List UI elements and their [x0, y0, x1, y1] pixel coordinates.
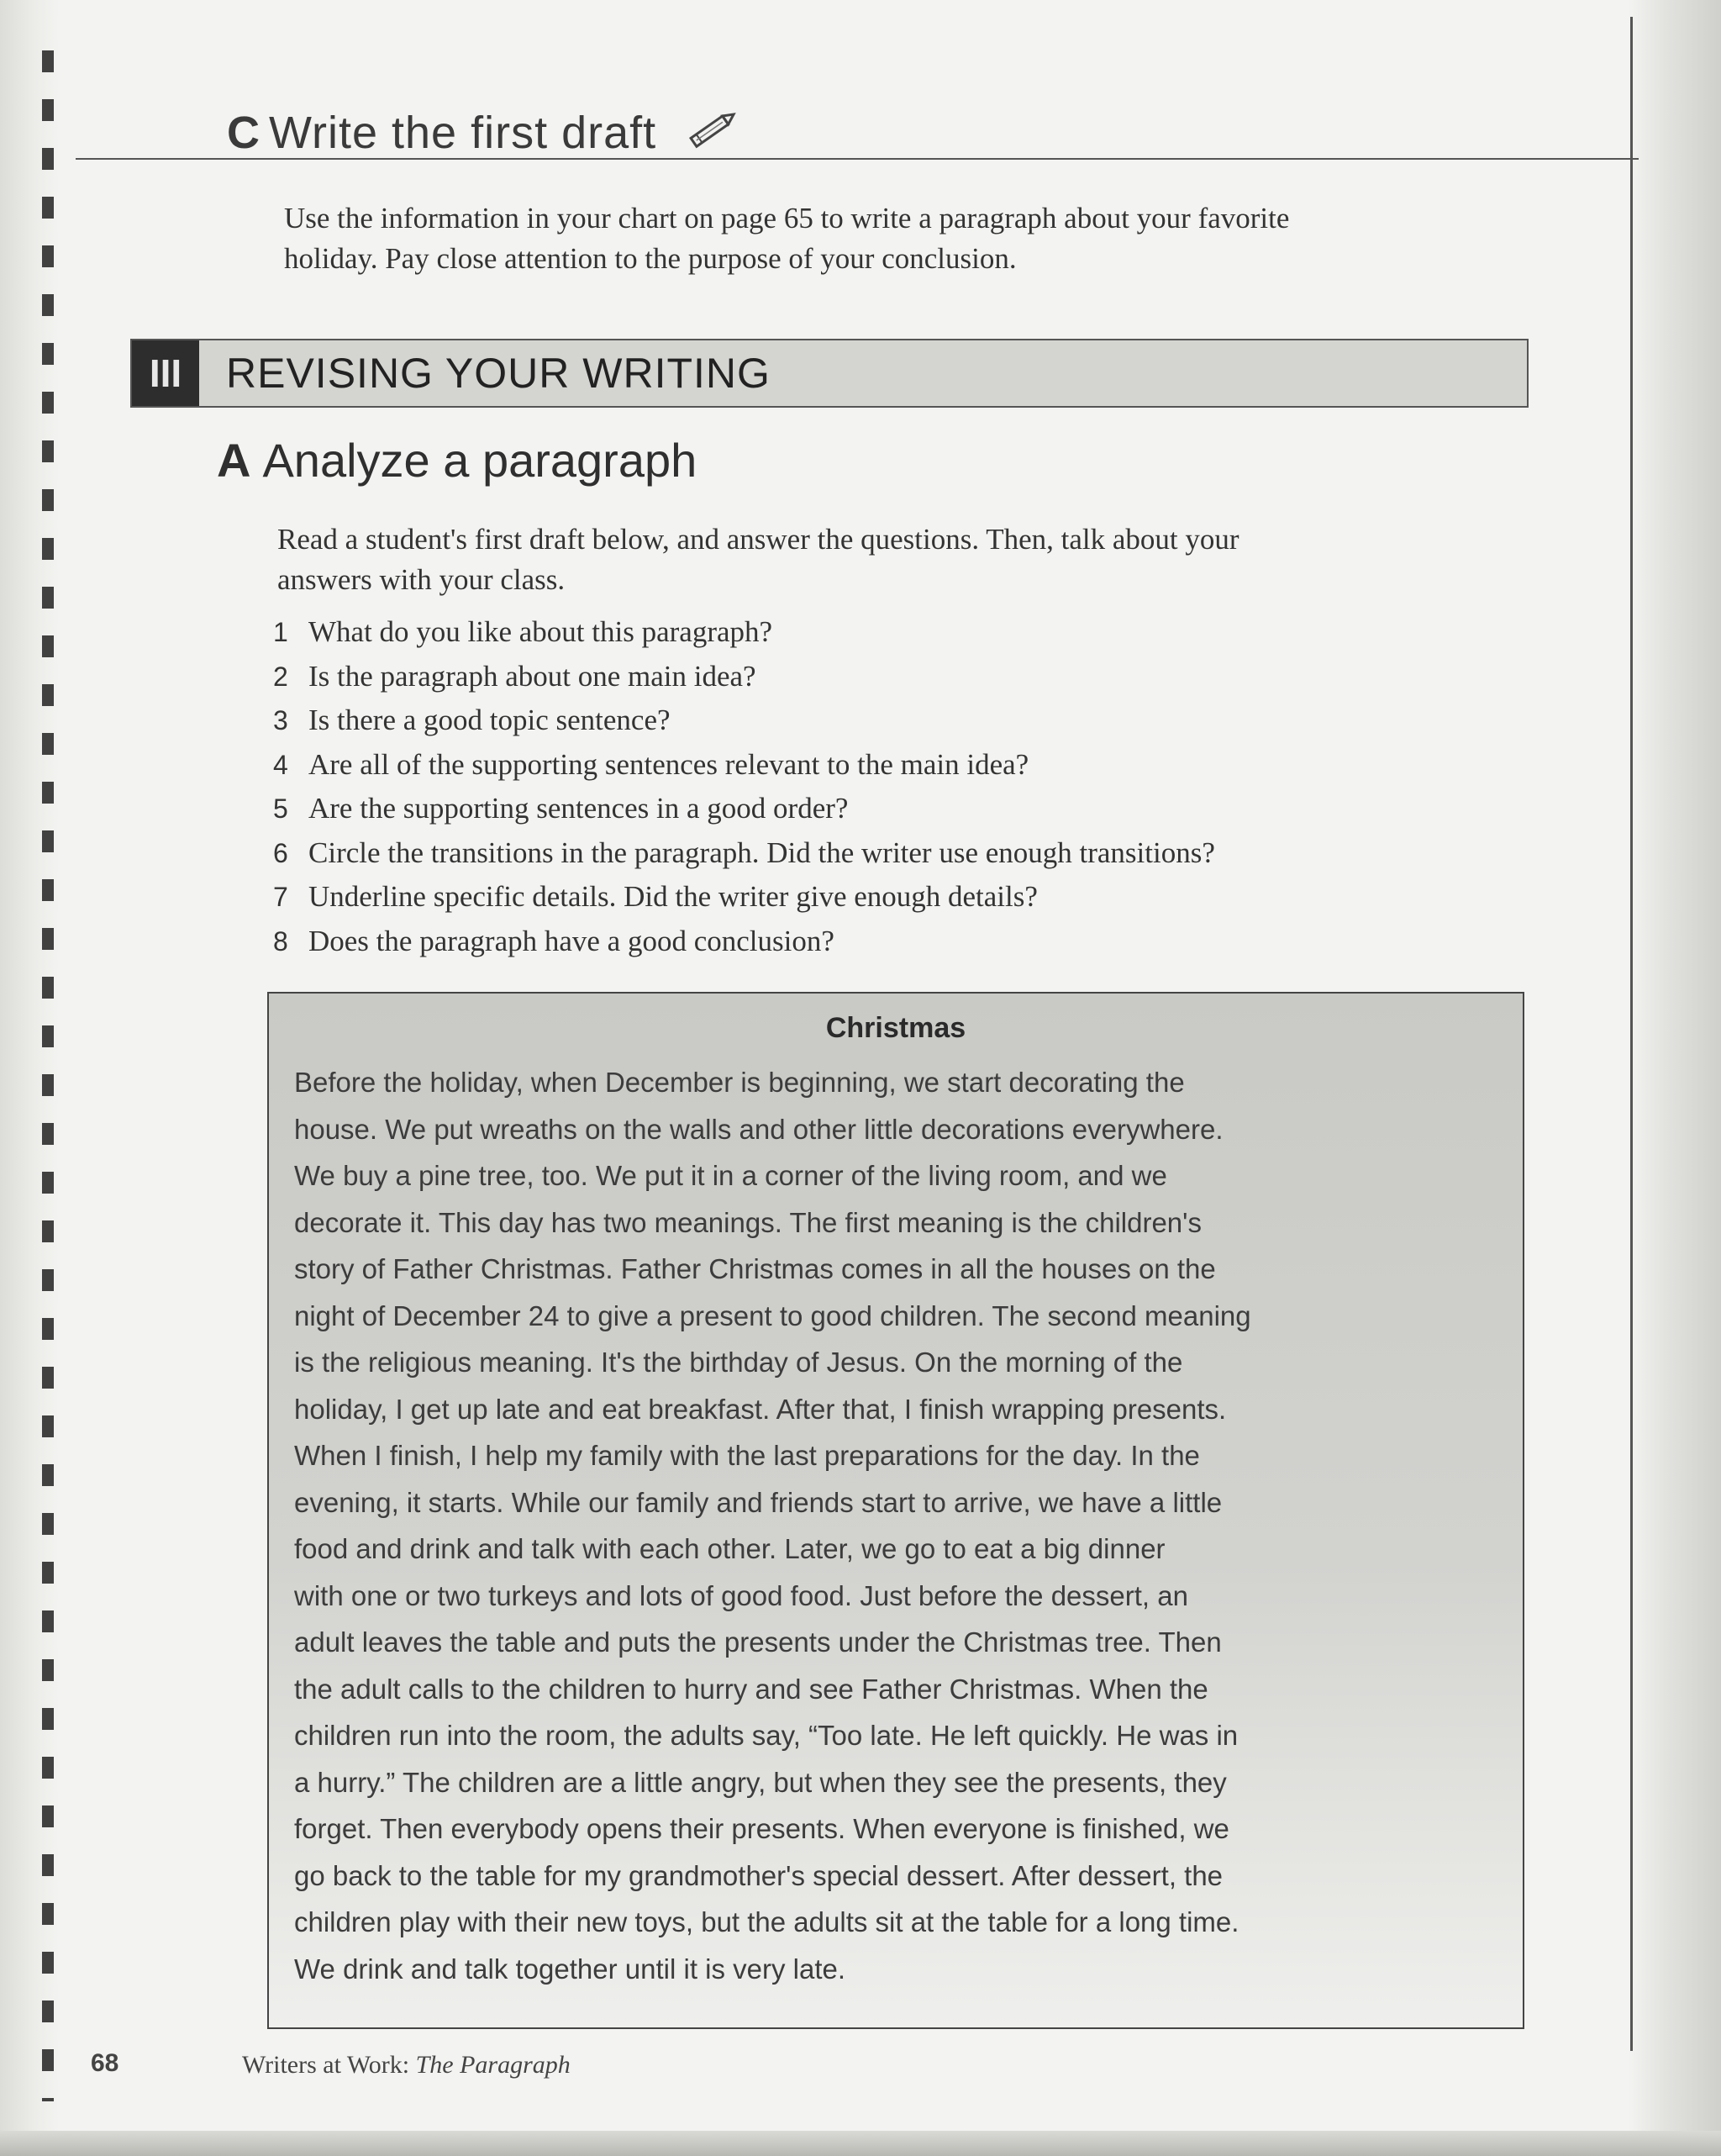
section-a-letter: A — [217, 434, 251, 487]
question-item — [273, 920, 1215, 964]
section-a-intro-line: answers with your class. — [277, 563, 566, 596]
draft-line: We buy a pine tree, too. We put it in a corner of the living room, and we — [294, 1160, 1167, 1191]
section-iii-banner — [130, 339, 1529, 408]
draft-line: with one or two turkeys and lots of good food. Just before the dessert, an — [294, 1579, 1188, 1611]
question-item — [273, 698, 1215, 743]
section-c-title: Write the first draft — [269, 107, 657, 158]
question-item — [273, 743, 1215, 788]
page-margin-rule — [1630, 17, 1633, 2051]
draft-line: night of December 24 to give a present to good children. The second meaning — [294, 1299, 1251, 1331]
section-a-intro-line: Read a student's first draft below, and answer the questions. Then, talk about your — [277, 523, 1239, 556]
question-text: Is the paragraph about one main idea? — [308, 659, 756, 693]
draft-line: We drink and talk together until it is very late. — [294, 1953, 846, 1985]
draft-line: a hurry.” The children are a little angry, but when they see the presents, they — [294, 1766, 1227, 1798]
section-a-title: Analyze a paragraph — [262, 434, 697, 487]
question-text: Is there a good topic sentence? — [308, 704, 671, 736]
question-text: Are all of the supporting sentences relevant to the main idea? — [308, 747, 1029, 781]
draft-line: children run into the room, the adults say, “Too late. He left quickly. He was in — [294, 1720, 1239, 1751]
question-item — [273, 787, 1215, 831]
draft-line: go back to the table for my grandmother's special dessert. After dessert, the — [294, 1859, 1224, 1891]
question-number: 1 — [273, 617, 288, 647]
question-number: 2 — [273, 661, 288, 692]
section-c-line: holiday. Pay close attention to the purpose of your conclusion. — [284, 242, 1017, 275]
question-number: 6 — [273, 837, 288, 868]
page-number: 68 — [91, 2049, 119, 2077]
book-subtitle: The Paragraph — [415, 2051, 571, 2079]
question-text: What do you like about this paragraph? — [308, 615, 773, 648]
question-text: Does the paragraph have a good conclusion? — [308, 924, 834, 957]
draft-line: food and drink and talk with each other. Later, we go to eat a big dinner — [294, 1533, 1166, 1564]
section-c-instructions — [284, 198, 1578, 279]
draft-line: Before the holiday, when December is beginning, we start decorating the — [294, 1067, 1185, 1098]
draft-line: When I finish, I help my family with the last preparations for the day. In the — [294, 1440, 1200, 1471]
question-list — [273, 610, 1215, 963]
question-text: Underline specific details. Did the writer give enough details? — [308, 880, 1038, 913]
draft-title: Christmas — [825, 1012, 966, 1044]
question-item — [273, 655, 1215, 699]
question-number: 4 — [273, 749, 288, 780]
question-text: Circle the transitions in the paragraph. Did the writer use enough transitions? — [308, 836, 1215, 869]
question-item — [273, 831, 1215, 876]
question-number: 8 — [273, 925, 288, 957]
question-number: 3 — [273, 705, 288, 735]
draft-line: adult leaves the table and puts the presents under the Christmas tree. Then — [294, 1626, 1222, 1658]
section-iii-number: III — [132, 340, 199, 406]
draft-line: story of Father Christmas. Father Christmas comes in all the houses on the — [294, 1253, 1216, 1284]
draft-line: the adult calls to the children to hurry and see Father Christmas. When the — [294, 1673, 1208, 1705]
question-number: 7 — [273, 882, 288, 912]
section-c-line: Use the information in your chart on page 65 to write a paragraph about your favorite — [284, 202, 1290, 235]
draft-line: forget. Then everybody opens their presents. When everyone is finished, we — [294, 1813, 1229, 1844]
question-number: 5 — [273, 793, 288, 824]
draft-line: decorate it. This day has two meanings. The first meaning is the children's — [294, 1206, 1202, 1238]
page-bottom-edge — [0, 2131, 1721, 2156]
draft-line: children play with their new toys, but the adults sit at the table for a long time. — [294, 1906, 1239, 1937]
spiral-binding-holes — [42, 50, 54, 2101]
section-c-rule — [76, 158, 1639, 160]
question-text: Are the supporting sentences in a good order? — [308, 792, 849, 825]
section-iii-title: REVISING YOUR WRITING — [226, 350, 771, 397]
running-footer — [242, 2051, 571, 2080]
page-right-edge — [1629, 0, 1721, 2156]
section-a-heading — [217, 433, 697, 488]
question-item — [273, 875, 1215, 920]
section-a-intro — [277, 519, 1555, 600]
draft-paragraph — [294, 1059, 1504, 1992]
student-draft-box — [267, 992, 1524, 2029]
section-c-letter: C — [227, 107, 261, 158]
draft-line: holiday, I get up late and eat breakfast. After that, I finish wrapping presents. — [294, 1393, 1227, 1425]
draft-line: evening, it starts. While our family and friends start to arrive, we have a little — [294, 1486, 1223, 1518]
book-title: Writers at Work: — [242, 2051, 410, 2079]
question-item — [273, 610, 1215, 655]
draft-line: is the religious meaning. It's the birthday of Jesus. On the morning of the — [294, 1347, 1183, 1378]
draft-line: house. We put wreaths on the walls and other little decorations everywhere. — [294, 1113, 1224, 1145]
